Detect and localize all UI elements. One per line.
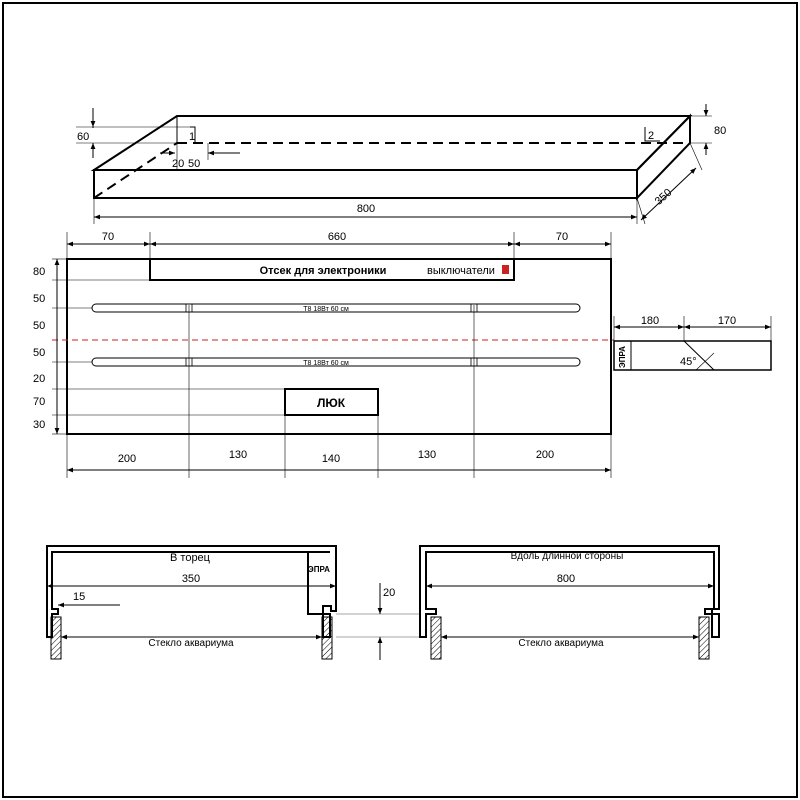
plan-view	[33, 231, 614, 478]
side-dim-170: 170	[717, 315, 737, 327]
switch-indicator	[502, 265, 509, 274]
iso-dim-50: 50	[188, 158, 201, 170]
end-dim-350: 350	[181, 573, 201, 585]
plan-left-dim-80: 80	[33, 266, 46, 278]
end-glass-label: Стекло аквариума	[148, 638, 234, 649]
plan-top-dim-70b: 70	[555, 231, 569, 243]
side-angle-label: 45°	[680, 356, 697, 368]
long-title: Вдоль длинной стороны	[510, 551, 624, 562]
isometric-view	[76, 104, 726, 224]
plan-left-dim-50a: 50	[33, 293, 46, 305]
iso-front-face	[94, 170, 637, 198]
plan-left-dim-50b: 50	[33, 320, 46, 332]
electronics-label: Отсек для электроники	[259, 265, 387, 277]
lamp-2-label: T8 18Вт 60 см	[303, 360, 349, 367]
side-detail	[614, 315, 771, 370]
long-dim-800: 800	[556, 573, 576, 585]
end-glass-right	[322, 617, 332, 659]
end-title: В торец	[170, 552, 210, 564]
end-glass-left	[51, 617, 61, 659]
iso-label-2: 2	[648, 130, 655, 142]
plan-top-dim-660: 660	[327, 231, 347, 243]
iso-dim-20: 20	[172, 158, 185, 170]
hatch-label: ЛЮК	[316, 396, 346, 410]
iso-dim-80: 80	[714, 125, 727, 137]
lamp-1-label: T8 18Вт 60 см	[303, 306, 349, 313]
iso-dim-60: 60	[77, 131, 90, 143]
long-glass-label: Стекло аквариума	[518, 638, 604, 649]
long-glass-right	[699, 617, 709, 659]
plan-bottom-dim-130b: 130	[417, 449, 437, 461]
end-dim-15: 15	[73, 591, 86, 603]
section-end-view	[47, 546, 336, 659]
gap-dim-20: 20	[383, 587, 396, 599]
side-dim-180: 180	[640, 315, 660, 327]
plan-top-dim-70a: 70	[101, 231, 115, 243]
long-glass-left	[431, 617, 441, 659]
plan-bottom-dim-140: 140	[321, 453, 341, 465]
end-epra-label: ЭПРА	[308, 565, 330, 574]
iso-dim-800: 800	[356, 203, 376, 215]
plan-bottom-dim-200a: 200	[117, 453, 137, 465]
plan-left-dim-20: 20	[33, 373, 46, 385]
plan-bottom-dim-200b: 200	[535, 449, 555, 461]
section-long-view	[420, 546, 719, 659]
gap-dimension	[336, 583, 420, 660]
plan-left-dim-70: 70	[33, 396, 46, 408]
plan-bottom-dim-130a: 130	[228, 449, 248, 461]
switches-label: выключатели	[427, 265, 495, 277]
plan-left-dim-50c: 50	[33, 347, 46, 359]
iso-dim-350: 350	[652, 186, 675, 208]
page-frame	[3, 3, 797, 797]
iso-label-1: 1	[189, 131, 196, 143]
plan-left-dim-30: 30	[33, 419, 46, 431]
side-epra-label: ЭПРА	[618, 346, 627, 368]
